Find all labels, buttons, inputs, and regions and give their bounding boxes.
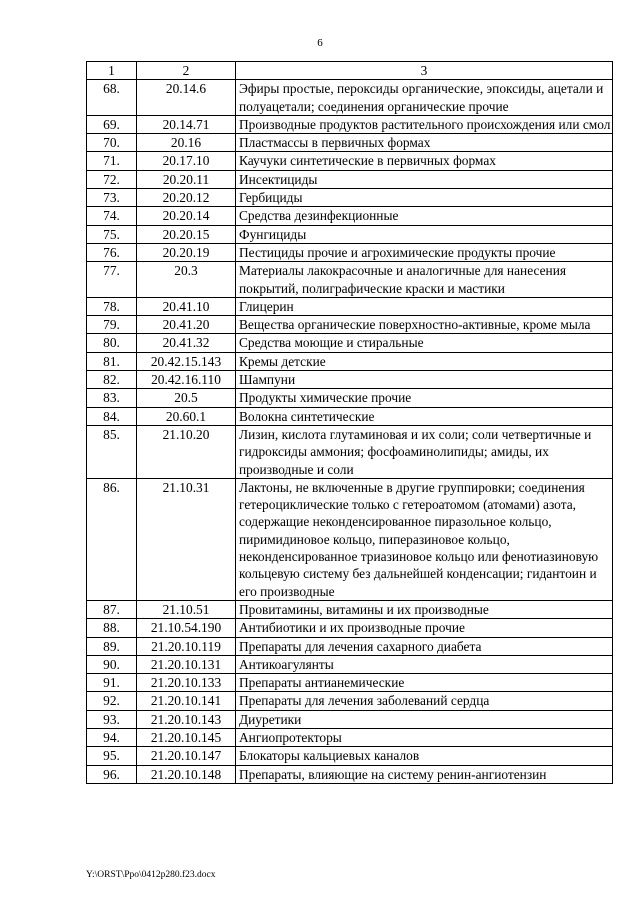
- code-cell: 21.20.10.131: [137, 655, 236, 673]
- code-cell: 21.20.10.145: [137, 728, 236, 746]
- name-cell: Каучуки синтетические в первичных формах: [236, 152, 613, 170]
- table-row: [87, 207, 613, 225]
- name-cell: Провитамины, витамины и их производные: [236, 600, 613, 618]
- table-row: [87, 600, 613, 618]
- row-number-cell: 93.: [87, 710, 137, 728]
- name-cell: Фунгициды: [236, 225, 613, 243]
- row-number-cell: 73.: [87, 189, 137, 207]
- row-number-cell: 83.: [87, 389, 137, 407]
- table-row: [87, 692, 613, 710]
- table-row: [87, 674, 613, 692]
- table-row: [87, 262, 613, 298]
- row-number-cell: 85.: [87, 425, 137, 478]
- row-number-cell: 81.: [87, 352, 137, 370]
- table-row: [87, 710, 613, 728]
- table-row: [87, 619, 613, 637]
- row-number-cell: 90.: [87, 655, 137, 673]
- table-row: [87, 478, 613, 600]
- name-cell: Лизин, кислота глутаминовая и их соли; соли четвертичные и гидроксиды аммония; фосфоаминолипиды; амиды, их производные и соли: [236, 425, 613, 478]
- column-header: 2: [137, 62, 236, 80]
- code-cell: 20.41.10: [137, 297, 236, 315]
- name-cell: Антибиотики и их производные прочие: [236, 619, 613, 637]
- code-cell: 20.20.11: [137, 170, 236, 188]
- table-header-row: [87, 62, 613, 80]
- name-cell: Антикоагулянты: [236, 655, 613, 673]
- row-number-cell: 78.: [87, 297, 137, 315]
- table-row: [87, 747, 613, 765]
- name-cell: Средства моющие и стиральные: [236, 334, 613, 352]
- code-cell: 20.42.16.110: [137, 371, 236, 389]
- row-number-cell: 74.: [87, 207, 137, 225]
- row-number-cell: 68.: [87, 80, 137, 116]
- row-number-cell: 94.: [87, 728, 137, 746]
- table-row: [87, 407, 613, 425]
- row-number-cell: 77.: [87, 262, 137, 298]
- code-cell: 20.14.71: [137, 115, 236, 133]
- code-cell: 21.20.10.141: [137, 692, 236, 710]
- row-number-cell: 92.: [87, 692, 137, 710]
- name-cell: Препараты для лечения заболеваний сердца: [236, 692, 613, 710]
- name-cell: Производные продуктов растительного происхождения или смол: [236, 115, 613, 133]
- table-row: [87, 637, 613, 655]
- column-header: 1: [87, 62, 137, 80]
- code-cell: 20.41.20: [137, 316, 236, 334]
- name-cell: Диуретики: [236, 710, 613, 728]
- row-number-cell: 84.: [87, 407, 137, 425]
- table-row: [87, 189, 613, 207]
- table-row: [87, 371, 613, 389]
- row-number-cell: 70.: [87, 134, 137, 152]
- row-number-cell: 87.: [87, 600, 137, 618]
- row-number-cell: 96.: [87, 765, 137, 783]
- name-cell: Пластмассы в первичных формах: [236, 134, 613, 152]
- code-cell: 21.10.51: [137, 600, 236, 618]
- row-number-cell: 88.: [87, 619, 137, 637]
- code-cell: 20.60.1: [137, 407, 236, 425]
- row-number-cell: 86.: [87, 478, 137, 600]
- name-cell: Гербициды: [236, 189, 613, 207]
- row-number-cell: 89.: [87, 637, 137, 655]
- name-cell: Ангиопротекторы: [236, 728, 613, 746]
- row-number-cell: 82.: [87, 371, 137, 389]
- table-row: [87, 728, 613, 746]
- product-code-table: [86, 61, 613, 784]
- table-row: [87, 765, 613, 783]
- table-row: [87, 425, 613, 478]
- row-number-cell: 69.: [87, 115, 137, 133]
- name-cell: Блокаторы кальциевых каналов: [236, 747, 613, 765]
- name-cell: Препараты для лечения сахарного диабета: [236, 637, 613, 655]
- table-row: [87, 297, 613, 315]
- table-row: [87, 334, 613, 352]
- table-row: [87, 152, 613, 170]
- row-number-cell: 91.: [87, 674, 137, 692]
- code-cell: 20.14.6: [137, 80, 236, 116]
- name-cell: Инсектициды: [236, 170, 613, 188]
- table-row: [87, 115, 613, 133]
- name-cell: Глицерин: [236, 297, 613, 315]
- table-row: [87, 655, 613, 673]
- code-cell: 21.10.31: [137, 478, 236, 600]
- page-number: 6: [317, 37, 323, 49]
- row-number-cell: 72.: [87, 170, 137, 188]
- row-number-cell: 76.: [87, 243, 137, 261]
- name-cell: Средства дезинфекционные: [236, 207, 613, 225]
- name-cell: Пестициды прочие и агрохимические продукты прочие: [236, 243, 613, 261]
- row-number-cell: 80.: [87, 334, 137, 352]
- table-row: [87, 352, 613, 370]
- code-cell: 20.42.15.143: [137, 352, 236, 370]
- row-number-cell: 79.: [87, 316, 137, 334]
- name-cell: Шампуни: [236, 371, 613, 389]
- name-cell: Эфиры простые, пероксиды органические, эпоксиды, ацетали и полуацетали; соединения органические прочие: [236, 80, 613, 116]
- table-row: [87, 243, 613, 261]
- code-cell: 21.20.10.119: [137, 637, 236, 655]
- code-cell: 20.20.15: [137, 225, 236, 243]
- code-cell: 20.20.19: [137, 243, 236, 261]
- code-cell: 20.17.10: [137, 152, 236, 170]
- name-cell: Кремы детские: [236, 352, 613, 370]
- table-row: [87, 316, 613, 334]
- table-row: [87, 80, 613, 116]
- code-cell: 21.20.10.133: [137, 674, 236, 692]
- table-row: [87, 134, 613, 152]
- code-cell: 21.10.20: [137, 425, 236, 478]
- row-number-cell: 95.: [87, 747, 137, 765]
- name-cell: Препараты, влияющие на систему ренин-ангиотензин: [236, 765, 613, 783]
- code-cell: 21.10.54.190: [137, 619, 236, 637]
- row-number-cell: 71.: [87, 152, 137, 170]
- name-cell: Лактоны, не включенные в другие группировки; соединения гетероциклические только с гетероатомом (атомами) азота, содержащие неконденсированное пиразольное кольцо, пиримидиновое кольцо, пиперазиновое кольцо, неконденсированное триазиновое кольцо или фенотиазиновую кольцевую систему без дальнейшей конденсации; гидантоин и его производные: [236, 478, 613, 600]
- code-cell: 20.20.12: [137, 189, 236, 207]
- file-path-footer: Y:\ORST\Ppo\0412p280.f23.docx: [86, 870, 216, 880]
- row-number-cell: 75.: [87, 225, 137, 243]
- code-cell: 21.20.10.148: [137, 765, 236, 783]
- table-row: [87, 170, 613, 188]
- code-cell: 20.20.14: [137, 207, 236, 225]
- table-row: [87, 389, 613, 407]
- code-cell: 20.41.32: [137, 334, 236, 352]
- code-cell: 21.20.10.147: [137, 747, 236, 765]
- name-cell: Препараты антианемические: [236, 674, 613, 692]
- code-cell: 20.16: [137, 134, 236, 152]
- column-header: 3: [236, 62, 613, 80]
- code-cell: 21.20.10.143: [137, 710, 236, 728]
- code-cell: 20.3: [137, 262, 236, 298]
- name-cell: Волокна синтетические: [236, 407, 613, 425]
- table-row: [87, 225, 613, 243]
- code-cell: 20.5: [137, 389, 236, 407]
- name-cell: Вещества органические поверхностно-активные, кроме мыла: [236, 316, 613, 334]
- name-cell: Материалы лакокрасочные и аналогичные для нанесения покрытий, полиграфические краски и мастики: [236, 262, 613, 298]
- name-cell: Продукты химические прочие: [236, 389, 613, 407]
